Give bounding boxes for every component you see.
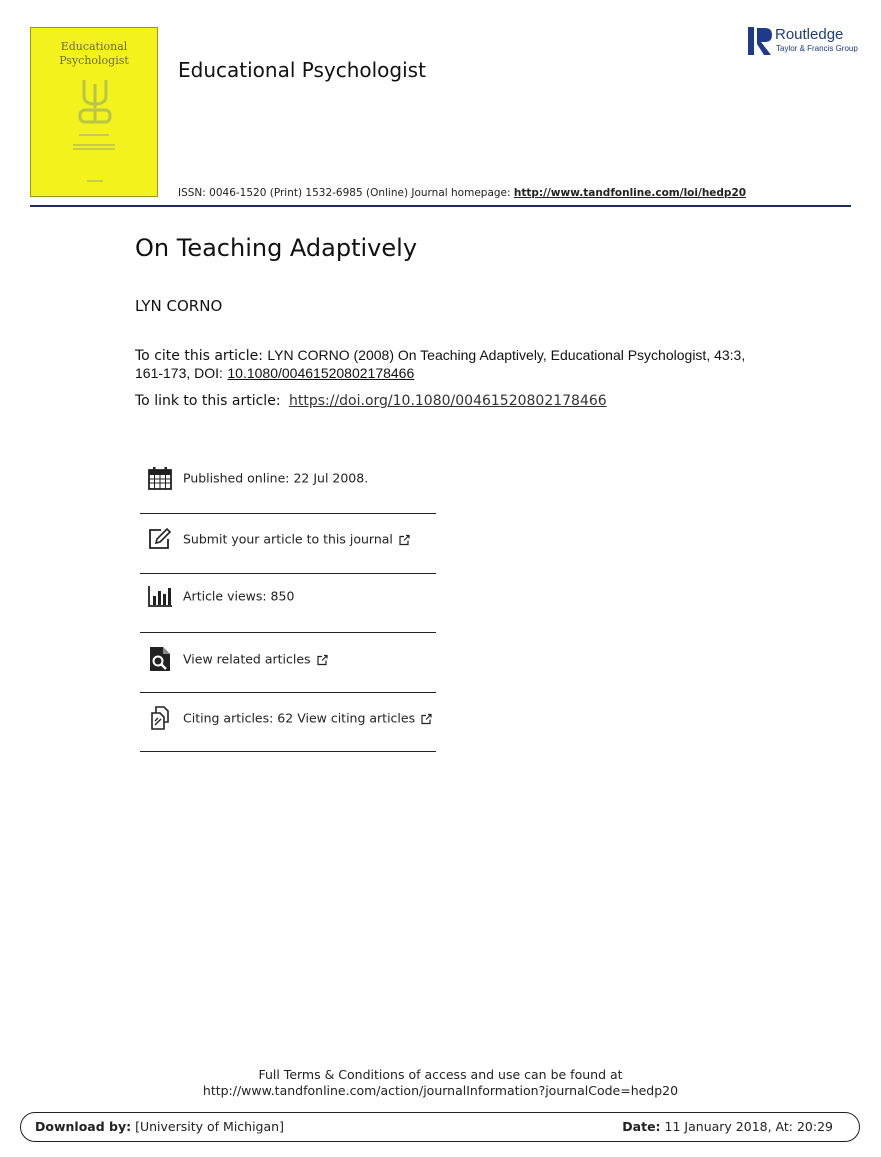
journal-name: Educational Psychologist (178, 58, 426, 82)
cover-title-line1: Educational (60, 40, 128, 53)
external-link-icon (398, 534, 410, 546)
edit-icon (147, 526, 173, 552)
download-date (622, 1119, 833, 1134)
submit-label: Submit your article to this journal (183, 531, 393, 547)
article-views: Article views: 850 (183, 588, 295, 604)
related-label: View related articles (183, 651, 311, 667)
divider (140, 751, 436, 752)
journal-cover (30, 27, 158, 197)
calendar-icon (147, 465, 173, 491)
search-document-icon (147, 646, 173, 672)
published-date: Published online: 22 Jul 2008. (183, 470, 369, 486)
cover-logo-icon (76, 78, 114, 126)
link-label: To link to this article: (135, 393, 281, 409)
doi-link[interactable]: https://doi.org/10.1080/00461520802178466 (288, 393, 607, 409)
external-link-icon (420, 713, 432, 725)
download-label: Download by: (35, 1119, 132, 1134)
cite-label: To cite this article: (135, 348, 263, 364)
published-row (140, 449, 436, 507)
issn-text: ISSN: 0046-1520 (Print) 1532-6985 (Online) Journal homepage: (178, 187, 511, 199)
external-link-icon (316, 654, 328, 666)
cover-title (31, 40, 157, 68)
citing-articles-link[interactable] (183, 711, 432, 726)
bar-chart-icon (147, 583, 173, 609)
date-label: Date: (622, 1119, 661, 1134)
journal-homepage-link[interactable]: http://www.tandfonline.com/loi/hedp20 (513, 187, 747, 199)
terms-url[interactable]: http://www.tandfonline.com/action/journalInformation?journalCode=hedp20 (202, 1083, 679, 1098)
cite-text: LYN CORNO (2008) On Teaching Adaptively, Educational Psychologist, 43:3, 161-173, DOI: (135, 347, 746, 381)
citing-documents-icon (147, 705, 173, 731)
date-value: 11 January 2018, At: 20:29 (664, 1119, 833, 1134)
publisher-group: Taylor & Francis Group (776, 44, 858, 53)
related-articles-link[interactable] (183, 652, 328, 667)
terms-line1: Full Terms & Conditions of access and use can be found at (258, 1067, 623, 1082)
cover-title-line2: Psychologist (59, 54, 129, 67)
download-value: [University of Michigan] (135, 1119, 284, 1134)
citation (135, 347, 775, 383)
publisher-name: Routledge (775, 26, 844, 43)
submit-row[interactable] (140, 510, 436, 568)
views-row (140, 567, 436, 625)
routledge-logo-icon (747, 26, 773, 56)
header-divider (30, 205, 851, 207)
terms-notice (0, 1067, 881, 1099)
submit-article-link[interactable] (183, 532, 410, 547)
article-link (135, 393, 607, 409)
download-bar (20, 1112, 860, 1142)
cite-doi-link[interactable]: 10.1080/00461520802178466 (227, 365, 415, 381)
citing-row[interactable] (140, 689, 436, 747)
download-info (35, 1119, 284, 1134)
citing-label: Citing articles: 62 View citing articles (183, 710, 416, 726)
article-author: LYN CORNO (135, 297, 223, 315)
related-row[interactable] (140, 630, 436, 688)
article-title: On Teaching Adaptively (135, 234, 418, 262)
issn-line (178, 187, 746, 199)
